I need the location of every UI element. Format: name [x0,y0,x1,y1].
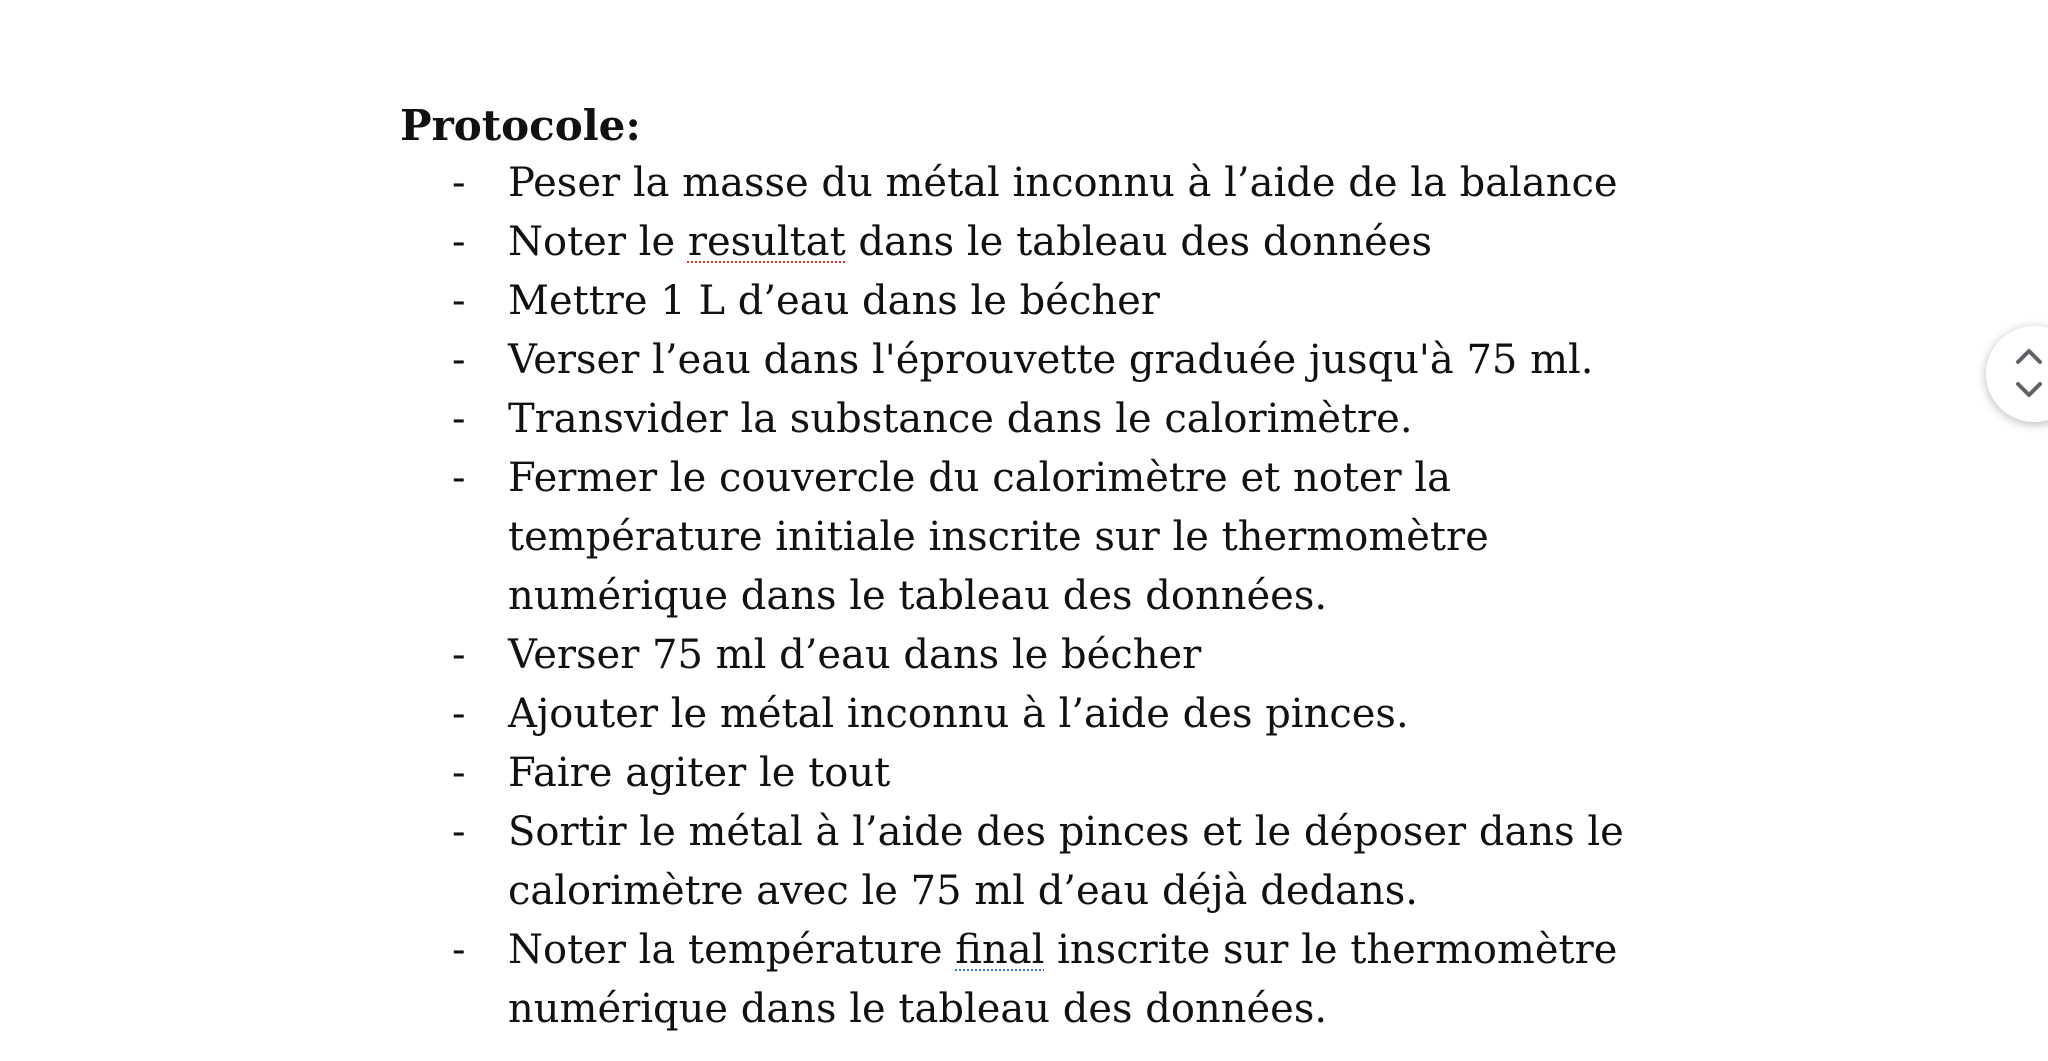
protocol-steps-list [0,154,1648,1039]
protocol-step [0,331,1648,390]
step-text: inscrite sur le thermomètre [1044,927,1618,973]
list-bullet: - [452,396,466,442]
step-line [508,744,1648,803]
step-text: Noter la température [508,927,956,973]
list-bullet: - [452,632,466,678]
step-line: température initiale inscrite sur le thermomètre [508,514,1489,560]
step-line [508,272,1648,331]
protocol-step [0,626,1648,685]
protocol-step [0,744,1648,803]
list-bullet: - [452,750,466,796]
list-bullet: - [452,278,466,324]
list-bullet: - [452,160,466,206]
protocol-step [0,685,1648,744]
protocol-step [0,390,1648,449]
step-text: Transvider la substance dans le calorimètre. [508,396,1413,442]
step-line [508,213,1648,272]
protocol-step [0,449,1648,626]
list-bullet: - [452,691,466,737]
list-bullet: - [452,337,466,383]
step-text: Noter le [508,219,688,265]
protocol-step [0,921,1648,1039]
list-bullet: - [452,809,466,855]
chevron-up-icon[interactable] [2012,342,2046,370]
spellcheck-flagged-word: resultat [687,219,846,265]
step-text: Ajouter le métal inconnu à l’aide des pinces. [508,691,1409,737]
chevron-down-icon[interactable] [2012,376,2046,404]
protocol-step [0,213,1648,272]
step-line: Fermer le couvercle du calorimètre et noter la [508,455,1452,501]
step-line [508,685,1648,744]
step-text: dans le tableau des données [845,219,1432,265]
step-text: Verser 75 ml d’eau dans le bécher [508,632,1202,678]
step-line [508,390,1648,449]
step-line: numérique dans le tableau des données. [508,986,1328,1032]
step-text: Verser l’eau dans l'éprouvette graduée jusqu'à 75 ml. [508,337,1594,383]
list-bullet: - [452,927,466,973]
step-text: Faire agiter le tout [508,750,891,796]
list-bullet: - [452,219,466,265]
protocol-step [0,154,1648,213]
step-line: calorimètre avec le 75 ml d’eau déjà dedans. [508,868,1418,914]
protocol-step [0,803,1648,921]
step-line: Sortir le métal à l’aide des pinces et le déposer dans le [508,809,1624,855]
step-line [508,154,1648,213]
list-bullet: - [452,455,466,501]
protocol-heading: Protocole: [400,101,641,150]
step-text: Mettre 1 L d’eau dans le bécher [508,278,1160,324]
grammar-flagged-word: final [955,927,1045,973]
step-line: numérique dans le tableau des données. [508,573,1328,619]
page-scroll-navigator[interactable] [1986,326,2048,422]
step-text: Peser la masse du métal inconnu à l’aide de la balance [508,160,1618,206]
step-line [508,626,1648,685]
protocol-step [0,272,1648,331]
step-line [508,921,1648,980]
step-line [508,331,1648,390]
